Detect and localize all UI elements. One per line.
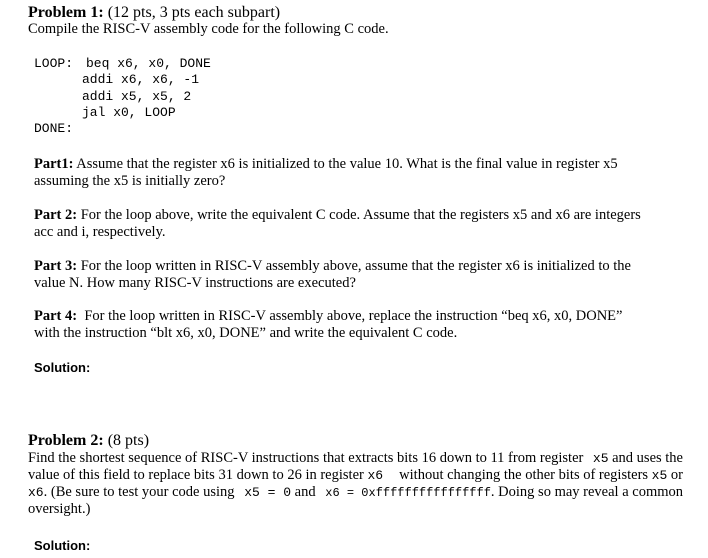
part-1 <box>34 156 684 190</box>
part-3-label: Part 3: <box>34 258 78 274</box>
part-4-text-line1: For the loop written in RISC-V assembly above, replace the instruction “beq x6, x0, DONE” <box>77 308 623 324</box>
problem-2-solution-label: Solution: <box>34 538 91 553</box>
problem-1-heading <box>28 4 280 22</box>
problem-1-title: Problem 1: <box>28 4 104 21</box>
problem-2-title: Problem 2: <box>28 432 104 449</box>
problem-2-points: (8 pts) <box>107 432 150 449</box>
problem-2-line3-end: . Doing so may reveal a common <box>490 484 683 500</box>
problem-2-heading <box>28 432 149 450</box>
problem-2-line4: oversight.) <box>28 501 91 517</box>
code-line-3: addi x5, x5, 2 <box>82 89 192 104</box>
part-4-text-line2: with the instruction “blt x6, x0, DONE” and write the equivalent C code. <box>34 325 458 341</box>
problem-1-intro: Compile the RISC-V assembly code for the following C code. <box>28 21 389 37</box>
part-4-label: Part 4: <box>34 308 78 324</box>
problem-2-body <box>28 450 683 518</box>
problem-2-test-x5: x5 = 0 <box>244 485 292 500</box>
problem-2-line3-and: and <box>294 484 316 500</box>
problem-2-line1-end: and uses the <box>612 450 683 466</box>
problem-2-reg-x5-b: x5 <box>651 468 668 483</box>
part-3-text-line1: For the loop written in RISC-V assembly above, assume that the register x6 is initialized to the <box>77 258 631 274</box>
part-2-text-line1: For the loop above, write the equivalent C code. Assume that the registers x5 and x6 are integers <box>77 207 641 223</box>
part-1-label: Part1: <box>34 156 74 172</box>
part-2-text-line2: acc and i, respectively. <box>34 224 166 240</box>
problem-1-points: (12 pts, 3 pts each subpart) <box>107 4 281 21</box>
part-4 <box>34 308 684 342</box>
part-3 <box>34 258 684 292</box>
problem-2-test-x6: x6 = 0xffffffffffffffff <box>325 486 491 500</box>
problem-2-line2-start: value of this field to replace bits 31 down to 26 in register <box>28 467 364 483</box>
problem-2-reg-x6-b: x6 <box>28 485 44 500</box>
problem-1-solution-label: Solution: <box>34 360 91 375</box>
part-1-text-line2: assuming the x5 is initially zero? <box>34 173 226 189</box>
code-line-4: jal x0, LOOP <box>82 105 176 120</box>
code-line-1: beq x6, x0, DONE <box>86 56 211 71</box>
part-1-text-line1: Assume that the register x6 is initialized to the value 10. What is the final value in register x5 <box>73 156 618 172</box>
code-label-done: DONE: <box>34 121 74 136</box>
problem-2-line3-start: . (Be sure to test your code using <box>43 484 235 500</box>
part-2 <box>34 207 684 241</box>
problem-2-line2-mid: without changing the other bits of registers <box>399 467 649 483</box>
problem-2-reg-x5: x5 <box>592 451 609 466</box>
part-3-text-line2: value N. How many RISC-V instructions are executed? <box>34 275 356 291</box>
code-line-2: addi x6, x6, -1 <box>82 72 200 87</box>
problem-2-line2-end: or <box>670 467 683 483</box>
code-label-loop: LOOP: <box>34 56 74 71</box>
problem-2-reg-x6: x6 <box>367 468 384 483</box>
problem-2-line1: Find the shortest sequence of RISC-V instructions that extracts bits 16 down to 11 from register <box>28 450 584 466</box>
part-2-label: Part 2: <box>34 207 78 223</box>
